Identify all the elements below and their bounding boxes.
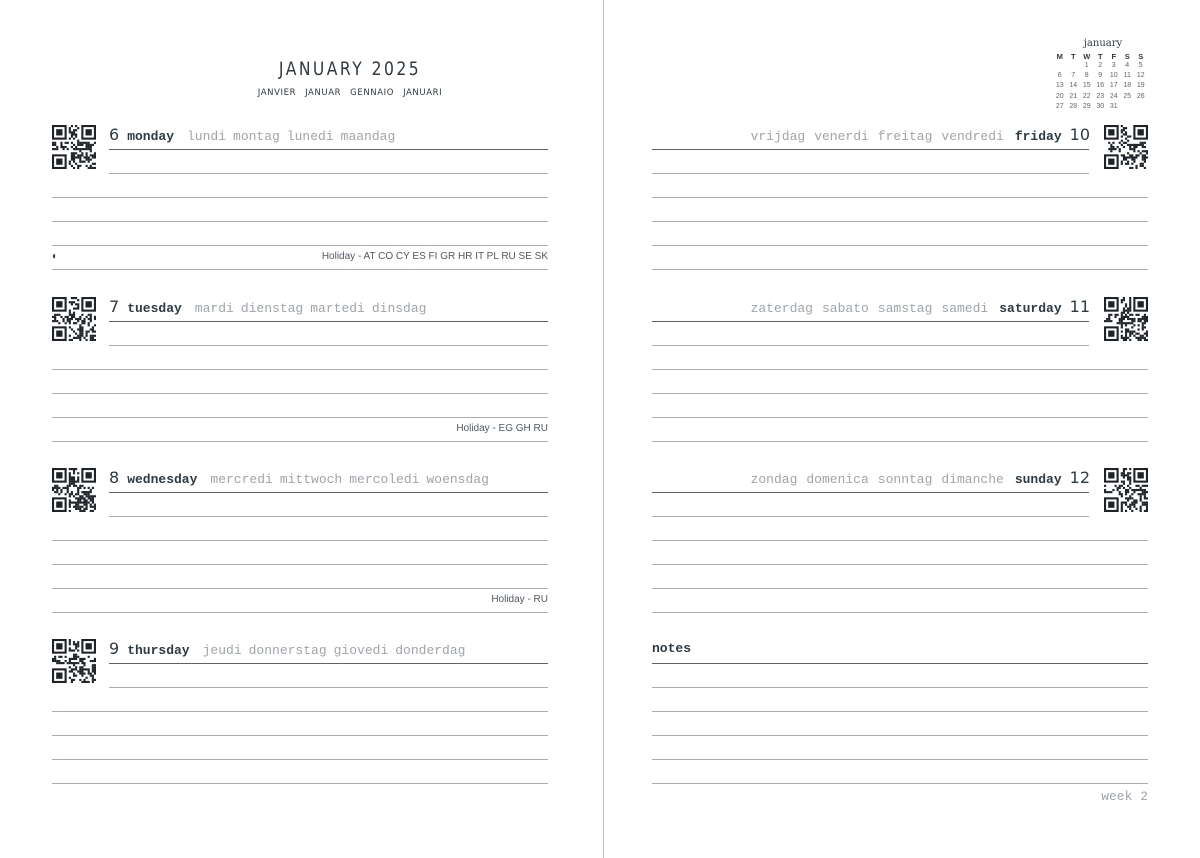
mini-calendar-date [1134,102,1148,112]
day-translation: freitag [877,129,933,144]
holiday-note: Holiday - RU [491,594,548,605]
qr-code-icon [1104,125,1148,169]
mini-calendar-date: 28 [1069,102,1078,110]
day-translation: zondag [750,472,798,487]
day-translation: dienstag [240,301,304,316]
ruled-line [652,711,1148,712]
mini-calendar-date: 5 [1138,62,1143,69]
mini-calendar-date: 7 [1071,72,1076,80]
day-name: tuesday [127,301,182,316]
day-translation: mardi [194,301,234,316]
day-number: 6 [109,125,120,144]
mini-calendar-date: 29 [1082,102,1091,110]
month-translation: JANUAR [305,88,342,98]
day-header [751,125,1090,147]
day-block-sunday [0,468,1200,618]
week-number: week 2 [1101,789,1148,804]
day-translation: lundi [187,129,227,144]
day-translation: lunedi [286,129,334,144]
mini-calendar-date: 30 [1096,102,1105,110]
day-name: friday [1014,129,1062,144]
ruled-line [652,588,1148,589]
mini-calendar-date: 11 [1123,72,1131,80]
day-translation: vrijdag [750,129,806,144]
day-block-saturday [0,297,1200,447]
mini-calendar-date: 18 [1123,82,1132,90]
mini-calendar-date: 21 [1069,92,1078,100]
notes-block [0,639,1200,799]
month-translation: JANUARI [403,88,443,98]
day-translation: dimanche [941,472,1004,487]
month-translations [200,88,500,98]
day-translation: venerdi [814,129,869,144]
mini-calendar-date: 19 [1136,82,1145,90]
mini-calendar-date: 14 [1069,82,1078,90]
mini-calendar-weekday: S [1124,52,1130,61]
day-name: wednesday [127,472,198,487]
mini-calendar-date: 12 [1136,72,1145,80]
day-translation: mittwoch [279,472,343,487]
mini-calendar-weekday: T [1070,52,1076,61]
day-number: 11 [1069,297,1090,316]
ruled-line [652,540,1148,541]
ruled-line [652,612,1148,613]
mini-calendar-date: 20 [1055,92,1064,100]
mini-calendar-date: 27 [1055,102,1064,110]
day-translation: martedi [310,301,365,316]
mini-calendar-date [1053,61,1067,71]
ruled-line [652,221,1148,222]
mini-calendar-date: 23 [1096,92,1105,100]
mini-calendar-date: 16 [1096,82,1105,90]
ruled-line [652,417,1148,418]
mini-calendar-title: january [1083,38,1123,49]
ruled-line [652,245,1148,246]
ruled-line [652,269,1148,270]
day-name: monday [127,129,174,144]
month-title: JANUARY 2025 [278,58,422,80]
mini-calendar-date: 4 [1125,62,1130,69]
qr-code-icon [1104,297,1148,341]
ruled-line [652,345,1089,346]
mini-calendar-weekday: M [1056,52,1063,61]
day-translation: woensdag [426,472,489,487]
day-translation: vendredi [941,129,1004,144]
mini-calendar-date: 13 [1055,82,1064,90]
day-number: 12 [1069,468,1090,487]
mini-calendar-date: 2 [1098,62,1103,69]
notes-label: notes [652,641,692,656]
day-translation: donnerstag [248,643,327,658]
mini-calendar [1053,38,1153,112]
ruled-line [652,393,1148,394]
day-translation: donderdag [395,643,466,658]
ruled-line [652,321,1089,322]
day-translation: samstag [877,301,933,316]
day-name: thursday [127,643,190,658]
mini-calendar-date: 6 [1057,72,1062,80]
day-translation: jeudi [202,643,242,658]
ruled-line [652,441,1148,442]
day-number: 9 [109,639,120,658]
day-translation: samedi [941,301,989,316]
mini-calendar-date: 1 [1084,62,1089,69]
mini-calendar-weekday: W [1083,52,1091,61]
ruled-line [652,687,1148,688]
day-translation: zaterdag [750,301,813,316]
ruled-line [652,783,1148,784]
day-translation: dinsdag [371,301,427,316]
day-block-friday [0,125,1200,275]
day-header [751,468,1090,490]
mini-calendar-date: 10 [1109,72,1118,80]
day-number: 8 [109,468,120,487]
mini-calendar-date: 9 [1098,72,1103,80]
mini-calendar-date: 15 [1082,82,1091,90]
ruled-line [652,492,1089,493]
mini-calendar-date: 22 [1082,92,1091,100]
mini-calendar-date: 26 [1136,92,1145,100]
mini-calendar-date: 24 [1109,92,1118,100]
day-translation: montag [233,129,280,144]
qr-code-icon [1104,468,1148,512]
ruled-line [652,735,1148,736]
ruled-line [652,516,1089,517]
mini-calendar-date: 3 [1111,62,1116,69]
holiday-note: Holiday - AT CO CY ES FI GR HR IT PL RU SE SK [321,251,548,262]
day-translation: domenica [806,472,869,487]
ruled-line [652,197,1148,198]
ruled-line [652,663,1148,664]
mini-calendar-date: 17 [1109,82,1118,90]
day-name: sunday [1014,472,1062,487]
month-translation: GENNAIO [350,88,395,98]
mini-calendar-date: 8 [1084,72,1089,80]
day-translation: sabato [821,301,869,316]
day-number: 7 [109,297,120,316]
mini-calendar-weekday: F [1111,52,1117,61]
mini-calendar-grid [1053,52,1153,112]
ruled-line [652,759,1148,760]
day-name: saturday [999,301,1062,316]
day-translation: sonntag [877,472,933,487]
day-translation: mercredi [210,472,273,487]
ruled-line [652,369,1148,370]
day-number: 10 [1069,125,1090,144]
mini-calendar-date [1121,102,1135,112]
ruled-line [652,564,1148,565]
mini-calendar-date: 25 [1123,92,1132,100]
day-header [751,297,1090,319]
ruled-line [652,149,1089,150]
moon-phase-icon: ◐ [52,251,59,262]
ruled-line [652,173,1089,174]
day-translation: giovedi [333,643,389,658]
mini-calendar-date [1067,61,1081,71]
month-translation: JANVIER [257,88,297,98]
mini-calendar-weekday: T [1097,52,1103,61]
holiday-note: Holiday - EG GH RU [456,423,548,434]
day-translation: mercoledi [349,472,420,487]
mini-calendar-weekday: S [1138,52,1144,61]
day-translation: maandag [340,129,396,144]
mini-calendar-date: 31 [1109,102,1118,110]
